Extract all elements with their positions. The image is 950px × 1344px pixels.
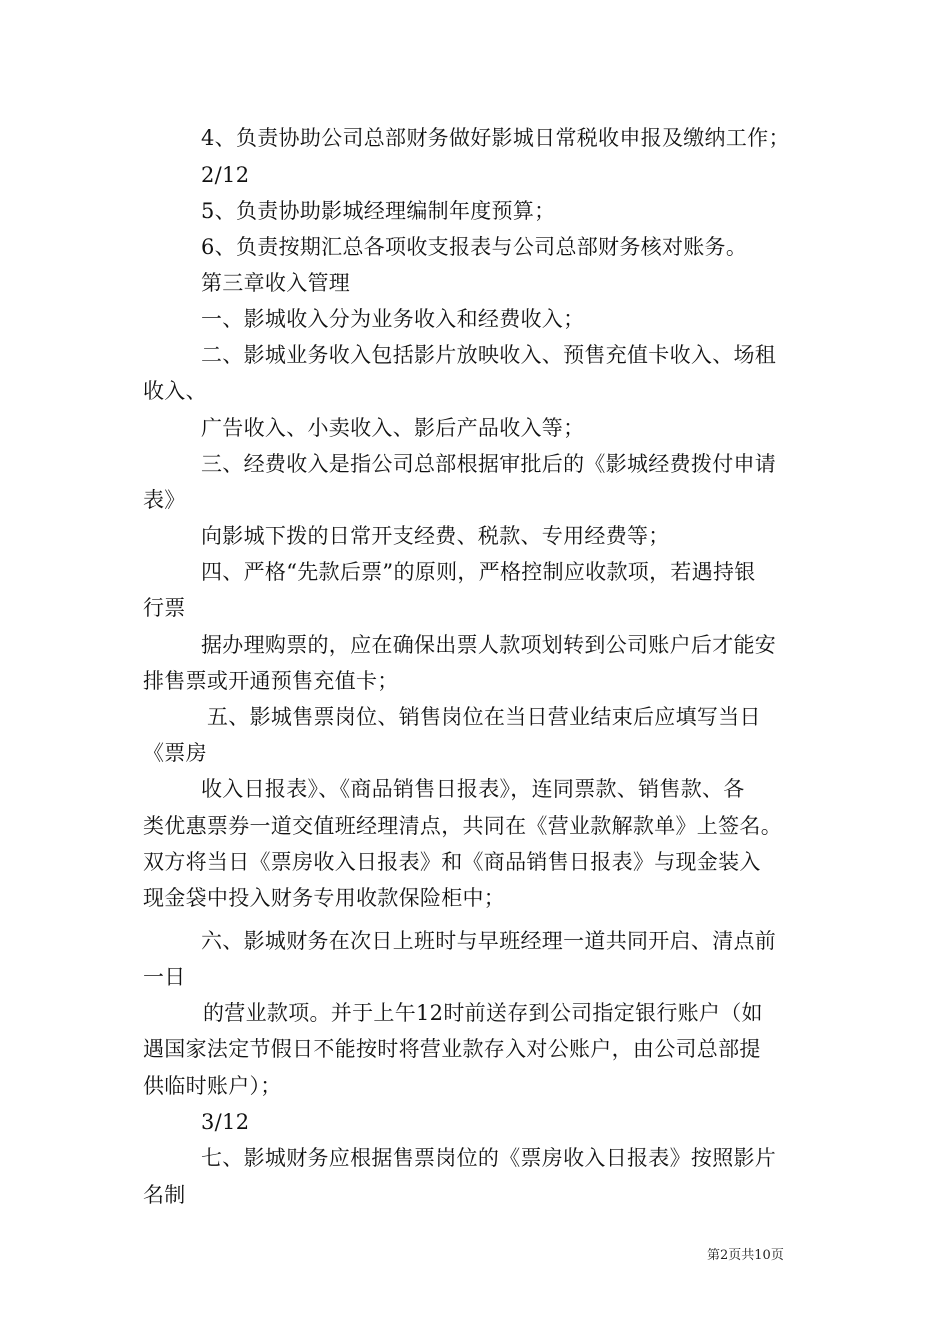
text-line: 一、影城收入分为业务收入和经费收入； (201, 307, 585, 331)
text-line: 6、负责按期汇总各项收支报表与公司总部财务核对账务。 (201, 235, 748, 259)
text-line: 据办理购票的，应在确保出票人款项划转到公司账户后才能安 (201, 633, 777, 657)
page-number-inline: 3/12 (201, 1110, 250, 1134)
text-line: 供临时账户）； (143, 1074, 282, 1098)
text-line: 《票房 (143, 741, 207, 765)
text-line: 向影城下拨的日常开支经费、税款、专用经费等； (201, 524, 670, 548)
text-line: 名制 (143, 1183, 186, 1207)
text-line: 双方将当日《票房收入日报表》和《商品销售日报表》与现金装入 (143, 850, 761, 874)
text-line: 行票 (143, 596, 186, 620)
chapter-heading: 第三章收入管理 (201, 271, 351, 295)
text-line: 遇国家法定节假日不能按时将营业款存入对公账户，由公司总部提 (143, 1037, 761, 1061)
text-line: 五、影城售票岗位、销售岗位在当日营业结束后应填写当日 (207, 705, 761, 729)
text-line: 二、影城业务收入包括影片放映收入、预售充值卡收入、场租 (201, 343, 777, 367)
text-line: 类优惠票券一道交值班经理清点，共同在《营业款解款单》上签名。 (143, 814, 782, 838)
text-line: 广告收入、小卖收入、影后产品收入等； (201, 416, 585, 440)
text-line: 六、影城财务在次日上班时与早班经理一道共同开启、清点前 (201, 929, 777, 953)
text-line: 收入、 (143, 379, 207, 403)
text-line: 三、经费收入是指公司总部根据审批后的《影城经费拨付申请 (201, 452, 777, 476)
text-line: 四、严格“先款后票”的原则，严格控制应收款项，若遇持银 (201, 560, 756, 584)
text-line: 表》 (143, 488, 186, 512)
text-line: 现金袋中投入财务专用收款保险柜中； (143, 886, 506, 910)
text-line: 5、负责协助影城经理编制年度预算； (201, 199, 556, 223)
page-number-inline: 2/12 (201, 163, 250, 187)
text-line: 七、影城财务应根据售票岗位的《票房收入日报表》按照影片 (201, 1146, 777, 1170)
text-line: 的营业款项。并于上午12时前送存到公司指定银行账户（如 (203, 1001, 763, 1025)
page-footer: 第2页共10页 (707, 1248, 784, 1263)
text-line: 一日 (143, 965, 186, 989)
text-line: 4、负责协助公司总部财务做好影城日常税收申报及缴纳工作； (201, 126, 790, 150)
text-line: 排售票或开通预售充值卡； (143, 669, 399, 693)
text-line: 收入日报表》、《商品销售日报表》，连同票款、销售款、各 (201, 777, 745, 801)
